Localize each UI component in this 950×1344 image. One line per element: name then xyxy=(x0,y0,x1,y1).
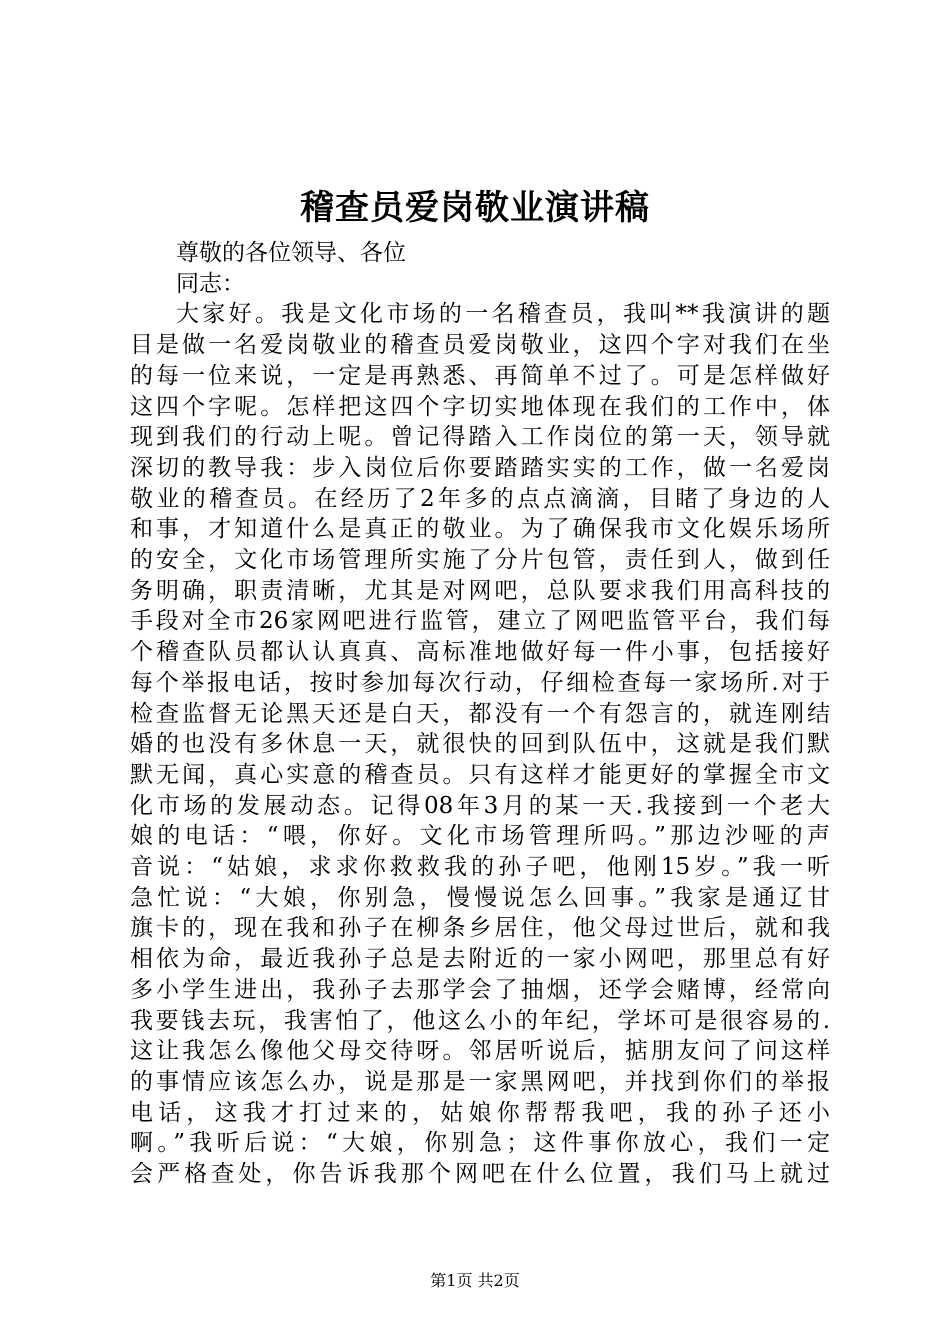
body-line: 会严格查处，你告诉我那个网吧在什么位置，我们马上就过 xyxy=(130,1161,830,1188)
body-line: 旗卡的，现在我和孙子在柳条乡居住，他父母过世后，就和我 xyxy=(130,915,830,942)
body-line: 这让我怎么像他父母交待呀。邻居听说后，掂朋友问了问这样 xyxy=(130,1038,830,1065)
body-line: 深切的教导我：步入岗位后你要踏踏实实的工作，做一名爱岗 xyxy=(130,454,830,481)
body-line: 检查监督无论黑天还是白天，都没有一个有怨言的，就连刚结 xyxy=(130,700,830,727)
body-line: 这四个字呢。怎样把这四个字切实地体现在我们的工作中，体 xyxy=(130,393,830,420)
body-line: 急忙说：“大娘，你别急，慢慢说怎么回事。”我家是通辽甘 xyxy=(130,884,830,911)
body-line: 多小学生进出，我孙子去那学会了抽烟，还学会赌博，经常向 xyxy=(130,976,830,1003)
body-line: 娘的电话：“喂，你好。文化市场管理所吗。”那边沙哑的声 xyxy=(130,823,830,850)
body-line: 婚的也没有多休息一天，就很快的回到队伍中，这就是我们默 xyxy=(130,731,830,758)
body-line: 相依为命，最近我孙子总是去附近的一家小网吧，那里总有好 xyxy=(130,946,830,973)
body-line: 个稽查队员都认认真真、高标准地做好每一件小事，包括接好 xyxy=(130,639,830,666)
body-line: 现到我们的行动上呢。曾记得踏入工作岗位的第一天，领导就 xyxy=(130,424,830,451)
body-line: 的安全，文化市场管理所实施了分片包管，责任到人，做到任 xyxy=(130,547,830,574)
body-line: 电话，这我才打过来的，姑娘你帮帮我吧，我的孙子还小 xyxy=(130,1099,830,1126)
document-title: 稽查员爱岗敬业演讲稿 xyxy=(300,188,650,228)
body-line: 和事，才知道什么是真正的敬业。为了确保我市文化娱乐场所 xyxy=(130,516,830,543)
body-line: 务明确，职责清晰，尤其是对网吧，总队要求我们用高科技的 xyxy=(130,577,830,604)
document-body xyxy=(130,238,830,1190)
body-line: 每个举报电话，按时参加每次行动，仔细检查每一家场所.对于 xyxy=(130,669,830,696)
greeting-line: 尊敬的各位领导、各位 xyxy=(176,240,406,266)
body-line: 默无闻，真心实意的稽查员。只有这样才能更好的掌握全市文 xyxy=(130,761,830,788)
body-line: 音说：“姑娘，求求你救救我的孙子吧，他刚15岁。”我一听 xyxy=(130,854,830,881)
body-line: 目是做一名爱岗敬业的稽查员爱岗敬业，这四个字对我们在坐 xyxy=(130,332,830,359)
body-line: 大家好。我是文化市场的一名稽查员，我叫**我演讲的题 xyxy=(176,301,830,328)
body-line: 的每一位来说，一定是再熟悉、再简单不过了。可是怎样做好 xyxy=(130,362,830,389)
page-footer: 第1页 共2页 xyxy=(430,1271,520,1290)
body-line: 啊。”我听后说：“大娘，你别急；这件事你放心，我们一定 xyxy=(130,1130,830,1157)
body-line: 手段对全市26家网吧进行监管，建立了网吧监管平台，我们每 xyxy=(130,608,830,635)
body-line: 敬业的稽查员。在经历了2年多的点点滴滴，目睹了身边的人 xyxy=(130,485,830,512)
body-line: 我要钱去玩，我害怕了，他这么小的年纪，学坏可是很容易的. xyxy=(130,1007,830,1034)
body-line: 化市场的发展动态。记得08年3月的某一天.我接到一个老大 xyxy=(130,792,830,819)
greeting-line: 同志： xyxy=(176,270,245,297)
body-line: 的事情应该怎么办，说是那是一家黑网吧，并找到你们的举报 xyxy=(130,1068,830,1095)
